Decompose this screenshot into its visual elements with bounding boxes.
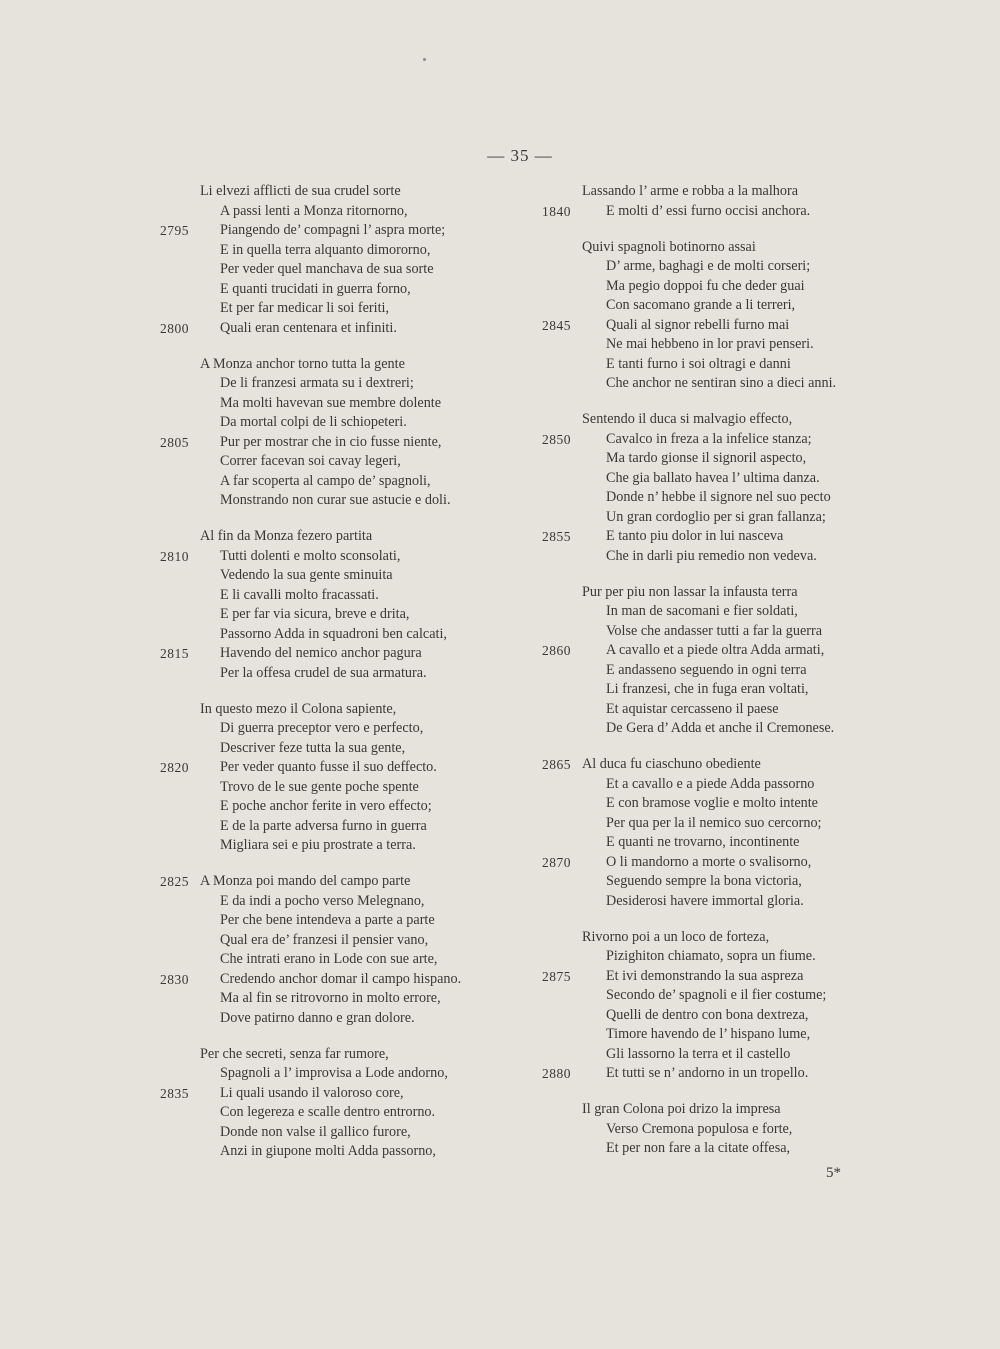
verse-line (542, 335, 912, 355)
verse-line (542, 1045, 912, 1065)
verse-text: Ma tardo gionse il signoril aspecto, (606, 450, 807, 466)
verse-line (542, 488, 912, 508)
verse-text: Con legereza e scalle dentro entrorno. (220, 1104, 436, 1120)
verse-line (542, 583, 912, 603)
verse-line (160, 355, 530, 375)
verse-text: E tanto piu dolor in lui nasceva (606, 528, 784, 544)
line-number: 2795 (160, 223, 189, 238)
verse-line (542, 661, 912, 681)
verse-text: E con bramose voglie e molto intente (606, 795, 818, 811)
verse-text: A far scoperta al campo de’ spagnoli, (220, 472, 431, 489)
verse-line (160, 892, 530, 912)
verse-text: E li cavalli molto fracassati. (220, 586, 379, 603)
verse-text: Pur per piu non lassar la infausta terra (582, 583, 798, 600)
verse-text: Et per non fare a la citate offesa, (606, 1140, 791, 1156)
line-number: 2870 (542, 854, 571, 870)
verse-line (160, 989, 530, 1009)
line-number: 1840 (542, 203, 571, 219)
verse-text: Trovo de le sue gente poche spente (220, 778, 419, 795)
verse-text: In questo mezo il Colona sapiente, (200, 700, 397, 717)
verse-line (542, 1064, 912, 1084)
verse-line (542, 872, 912, 892)
verse-text: Et aquistar cercasseno il paese (606, 700, 779, 717)
verse-text: Per che secreti, senza far rumore, (200, 1045, 389, 1062)
verse-line (160, 394, 530, 414)
verse-line (542, 719, 912, 739)
verse-line (160, 472, 530, 492)
verse-text: Monstrando non curar sue astucie e doli. (220, 492, 451, 508)
verse-line (160, 797, 530, 817)
verse-text: E poche anchor ferite in vero effecto; (220, 798, 432, 814)
verse-line (160, 1064, 530, 1084)
verse-line (542, 967, 912, 987)
line-number: 2860 (542, 643, 571, 658)
verse-line (160, 1142, 530, 1162)
line-number: 2850 (542, 431, 571, 447)
verse-line (160, 299, 530, 319)
right-column (542, 182, 912, 1175)
verse-line (160, 586, 530, 606)
verse-line (542, 547, 912, 567)
verse-line (160, 1103, 530, 1123)
verse-line (160, 527, 530, 547)
verse-line (160, 625, 530, 645)
verse-text: Volse che andasser tutti a far la guerra (606, 622, 823, 639)
verse-text: E per far via sicura, breve e drita, (220, 606, 410, 622)
verse-line (542, 469, 912, 489)
verse-line (542, 892, 912, 912)
line-number: 2855 (542, 529, 571, 544)
verse-text: Gli lassorno la terra et il castello (606, 1045, 791, 1062)
page-speck (423, 58, 426, 61)
verse-line (160, 1045, 530, 1065)
verse-line (542, 947, 912, 967)
verse-line (160, 758, 530, 778)
line-number: 2815 (160, 646, 189, 661)
verse-text: Et per far medicar li soi feriti, (220, 300, 389, 316)
verse-line (542, 1006, 912, 1026)
stanza (542, 755, 912, 911)
verse-text: Piangendo de’ compagni l’ aspra morte; (220, 222, 446, 238)
verse-line (160, 280, 530, 300)
verse-line (160, 970, 530, 990)
verse-text: Per la offesa crudel de sua armatura. (220, 664, 427, 681)
verse-line (160, 1123, 530, 1143)
verse-line (160, 950, 530, 970)
verse-text: Tutti dolenti e molto sconsolati, (220, 547, 401, 564)
stanza (542, 238, 912, 394)
verse-text: Ma molti havevan sue membre dolente (220, 394, 442, 411)
verse-line (160, 547, 530, 567)
verse-line (542, 296, 912, 316)
verse-text: Dove patirno danno e gran dolore. (220, 1009, 415, 1026)
verse-text: Che in darli piu remedio non vedeva. (606, 547, 817, 564)
verse-text: Spagnoli a l’ improvisa a Lode andorno, (220, 1065, 448, 1081)
verse-line (160, 719, 530, 739)
verse-text: Il gran Colona poi drizo la impresa (582, 1101, 781, 1117)
verse-line (160, 319, 530, 339)
stanza (160, 527, 530, 683)
verse-line (542, 1139, 912, 1159)
stanza (160, 872, 530, 1028)
verse-line (160, 911, 530, 931)
verse-text: Et ivi demonstrando la sua aspreza (606, 967, 804, 984)
verse-text: Pizighiton chiamato, sopra un fiume. (606, 948, 816, 964)
stanza (542, 410, 912, 566)
verse-text: Migliara sei e piu prostrate a terra. (220, 837, 416, 853)
verse-text: Ne mai hebbeno in lor pravi penseri. (606, 336, 814, 352)
verse-text: Per che bene intendeva a parte a parte (220, 912, 435, 928)
verse-text: Lassando l’ arme e robba a la malhora (582, 183, 798, 199)
verse-line (542, 1100, 912, 1120)
verse-text: O li mandorno a morte o svalisorno, (606, 853, 812, 870)
verse-line (160, 739, 530, 759)
verse-line (542, 527, 912, 547)
verse-line (160, 931, 530, 951)
verse-line (160, 778, 530, 798)
verse-line (160, 241, 530, 261)
verse-text: Ma al fin se ritrovorno in molto errore, (220, 990, 441, 1006)
verse-line (542, 928, 912, 948)
verse-text: Li quali usando il valoroso core, (220, 1084, 404, 1101)
verse-text: Per qua per la il nemico suo cercorno; (606, 814, 822, 831)
verse-line (160, 413, 530, 433)
line-number: 2810 (160, 548, 189, 564)
verse-line (160, 700, 530, 720)
verse-line (160, 452, 530, 472)
verse-line (542, 182, 912, 202)
verse-text: De Gera d’ Adda et anche il Cremonese. (606, 720, 835, 736)
verse-line (160, 644, 530, 664)
verse-line (160, 566, 530, 586)
page-number: — 35 — (487, 146, 553, 165)
verse-text: A cavallo et a piede oltra Adda armati, (606, 642, 825, 658)
stanza (542, 182, 912, 221)
line-number: 2820 (160, 760, 189, 775)
verse-text: Passorno Adda in squadroni ben calcati, (220, 625, 447, 642)
verse-text: E in quella terra alquanto dimororno, (220, 241, 431, 258)
verse-line (542, 202, 912, 222)
stanza (160, 182, 530, 338)
line-number: 2875 (542, 968, 571, 984)
verse-text: Anzi in giupone molti Adda passorno, (220, 1143, 436, 1159)
verse-text: De li franzesi armata su i dextreri; (220, 375, 414, 391)
verse-text: Credendo anchor domar il campo hispano. (220, 970, 462, 987)
left-column (160, 182, 530, 1178)
verse-text: Descriver feze tutta la sua gente, (220, 739, 406, 756)
line-number: 2835 (160, 1085, 189, 1101)
verse-text: Di guerra preceptor vero e perfecto, (220, 720, 424, 736)
verse-line (542, 853, 912, 873)
verse-line (542, 430, 912, 450)
verse-text: Correr facevan soi cavay legeri, (220, 453, 401, 469)
verse-text: Desiderosi havere immortal gloria. (606, 892, 804, 909)
signature-mark: 5* (826, 1165, 841, 1181)
verse-text: E quanti ne trovarno, incontinente (606, 834, 800, 850)
verse-line (542, 449, 912, 469)
verse-text: Donde non valse il gallico furore, (220, 1123, 411, 1140)
verse-text: Rivorno poi a un loco de forteza, (582, 928, 770, 945)
line-number: 2830 (160, 971, 189, 987)
verse-text: Secondo de’ spagnoli e il fier costume; (606, 987, 827, 1003)
verse-line (542, 316, 912, 336)
stanza (160, 355, 530, 511)
verse-line (542, 374, 912, 394)
verse-text: Havendo del nemico anchor pagura (220, 645, 422, 661)
verse-text: Quali eran centenara et infiniti. (220, 319, 397, 336)
line-number: 2845 (542, 317, 571, 333)
verse-text: Da mortal colpi de li schiopeteri. (220, 414, 407, 430)
line-number: 2805 (160, 434, 189, 450)
verse-text: D’ arme, baghagi e de molti corseri; (606, 258, 811, 274)
verse-line (542, 1025, 912, 1045)
verse-text: Che anchor ne sentiran sino a dieci anni. (606, 375, 837, 391)
verse-text: A Monza poi mando del campo parte (200, 873, 411, 889)
verse-line (160, 182, 530, 202)
line-number: 2880 (542, 1066, 571, 1081)
verse-line (160, 1009, 530, 1029)
verse-text: E molti d’ essi furno occisi anchora. (606, 202, 811, 219)
verse-text: Cavalco in freza a la infelice stanza; (606, 430, 812, 447)
verse-text: E tanti furno i soi oltragi e danni (606, 355, 791, 372)
verse-line (542, 410, 912, 430)
verse-text: Li franzesi, che in fuga eran voltati, (606, 681, 809, 697)
verse-line (160, 836, 530, 856)
line-number: 2865 (542, 757, 571, 772)
verse-text: Et a cavallo e a piede Adda passorno (606, 775, 815, 792)
verse-line (542, 622, 912, 642)
verse-line (542, 775, 912, 795)
verse-line (160, 664, 530, 684)
verse-line (160, 260, 530, 280)
verse-text: E da indi a pocho verso Melegnano, (220, 892, 425, 909)
verse-line (542, 814, 912, 834)
stanza (542, 1100, 912, 1159)
verse-text: Li elvezi afflicti de sua crudel sorte (200, 183, 401, 199)
verse-text: Quali al signor rebelli furno mai (606, 316, 790, 333)
verse-text: Quivi spagnoli botinorno assai (582, 238, 756, 255)
stanza (160, 700, 530, 856)
verse-line (160, 433, 530, 453)
verse-line (160, 872, 530, 892)
verse-line (160, 221, 530, 241)
verse-line (542, 508, 912, 528)
verse-text: Un gran cordoglio per si gran fallanza; (606, 508, 826, 525)
verse-text: E de la parte adversa furno in guerra (220, 817, 427, 834)
verse-text: Verso Cremona populosa e forte, (606, 1120, 793, 1137)
verse-text: Sentendo il duca si malvagio effecto, (582, 411, 793, 427)
verse-line (542, 755, 912, 775)
verse-line (542, 700, 912, 720)
verse-text: Qual era de’ franzesi il pensier vano, (220, 931, 429, 948)
verse-text: Quelli de dentro con bona dextreza, (606, 1006, 809, 1023)
verse-line (542, 1120, 912, 1140)
verse-line (160, 817, 530, 837)
verse-line (542, 794, 912, 814)
verse-text: In man de sacomani e fier soldati, (606, 603, 798, 619)
verse-text: A passi lenti a Monza ritornorno, (220, 202, 408, 219)
verse-line (160, 1084, 530, 1104)
verse-text: Vedendo la sua gente sminuita (220, 567, 393, 583)
verse-line (542, 602, 912, 622)
verse-line (160, 374, 530, 394)
verse-text: Donde n’ hebbe il signore nel suo pecto (606, 489, 831, 505)
verse-line (160, 605, 530, 625)
verse-text: E andasseno seguendo in ogni terra (606, 661, 807, 678)
verse-text: Pur per mostrar che in cio fusse niente, (220, 433, 442, 450)
verse-line (542, 641, 912, 661)
verse-text: A Monza anchor torno tutta la gente (200, 355, 405, 372)
verse-text: Al duca fu ciaschuno obediente (582, 756, 761, 772)
verse-text: Con sacomano grande a li terreri, (606, 297, 796, 313)
line-number: 2825 (160, 874, 189, 889)
verse-line (160, 491, 530, 511)
verse-text: Ma pegio doppoi fu che deder guai (606, 277, 805, 294)
verse-line (542, 257, 912, 277)
verse-text: Che gia ballato havea l’ ultima danza. (606, 469, 820, 486)
verse-line (542, 355, 912, 375)
verse-text: Timore havendo de l’ hispano lume, (606, 1026, 811, 1042)
verse-line (160, 202, 530, 222)
verse-text: E quanti trucidati in guerra forno, (220, 280, 411, 297)
verse-line (542, 238, 912, 258)
verse-line (542, 833, 912, 853)
line-number: 2800 (160, 320, 189, 336)
verse-line (542, 986, 912, 1006)
verse-text: Seguendo sempre la bona victoria, (606, 873, 802, 889)
verse-text: Et tutti se n’ andorno in un tropello. (606, 1065, 809, 1081)
stanza (542, 583, 912, 739)
stanza (160, 1045, 530, 1162)
verse-line (542, 277, 912, 297)
verse-line (542, 680, 912, 700)
verse-text: Per veder quanto fusse il suo deffecto. (220, 759, 437, 775)
verse-text: Per veder quel manchava de sua sorte (220, 261, 434, 277)
stanza (542, 928, 912, 1084)
verse-text: Che intrati erano in Lode con sue arte, (220, 951, 438, 967)
verse-text: Al fin da Monza fezero partita (200, 528, 373, 544)
